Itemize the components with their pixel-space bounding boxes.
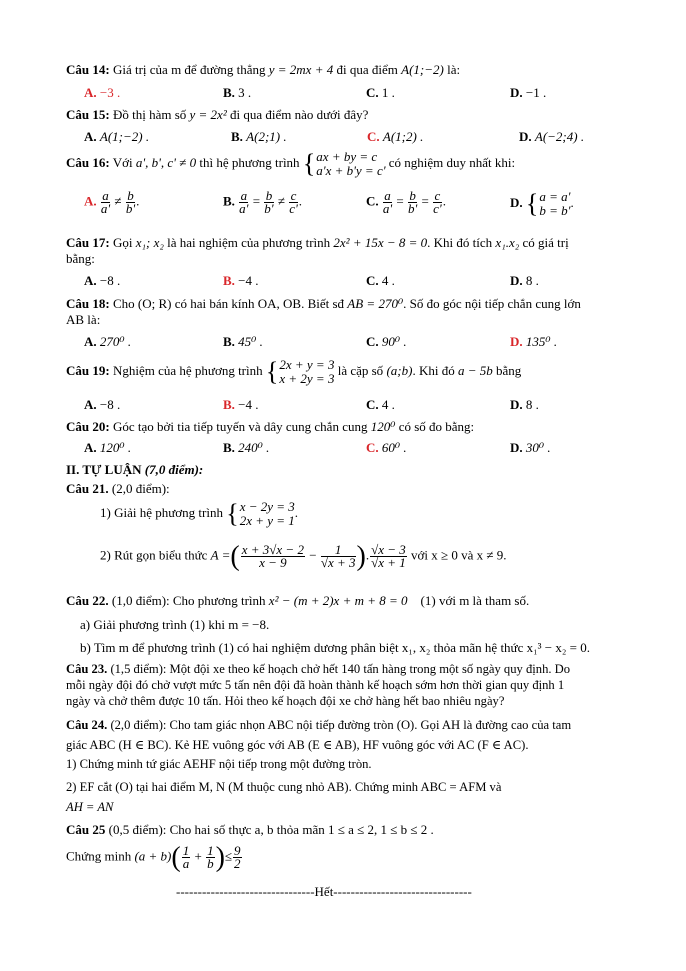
q17-option-d: D. 8 . [510, 273, 539, 288]
q15-option-b: B. A(2;1) . [231, 129, 287, 144]
q18-option-d: D. 135⁰ . [510, 334, 558, 349]
q15-option-c: C. A(1;2) . [367, 129, 424, 144]
q25-line1: Câu 25 (0,5 điểm): Cho hai số thực a, b thỏa mãn 1 ≤ a ≤ 2, 1 ≤ b ≤ 2 . [66, 822, 434, 837]
q21-heading: Câu 21. (2,0 điểm): [66, 481, 170, 496]
q16-stem: Câu 16: Với a', b', c' ≠ 0 thì hệ phương trình {ax + by = c a'x + b'y = c' có nghiệm duy nhất khi: [66, 149, 516, 178]
q17-option-b: B. −4 . [223, 273, 259, 288]
q22-part-b: b) Tìm m để phương trình (1) có hai nghiệm dương phân biệt x₁, x₂ thỏa mãn hệ thức x₁³ − x₂ = 0. [80, 640, 591, 655]
q18-option-a: A. 270⁰ . [84, 334, 132, 349]
q16-option-b: B. $\frac{a}{a'}$ = $\frac{b}{b'}$ ≠ $\frac{c}{c'}$ . [223, 188, 303, 216]
q24-line1: Câu 24. (2,0 điểm): Cho tam giác nhọn ABC nội tiếp đường tròn (O). Gọi AH là đường cao của tam [66, 718, 572, 732]
q19-option-a: A. −8 . [84, 397, 121, 412]
q14-option-d: D. −1 . [510, 85, 547, 100]
q21-part1: 1) Giải hệ phương trình {x − 2y = 3 2x + y = 1. [100, 499, 299, 528]
q24-line2: giác ABC (H ∈ BC). Kẻ HE vuông góc với AB (E ∈ AB), HF vuông góc với AC (F ∈ AC). [66, 738, 529, 752]
q25-line2: Chứng minh (a + b)( $\frac{1}{a}$ + $\frac{1}{b}$ )≤ $\frac{9}{2}$ [66, 842, 241, 873]
q17-stem: Câu 17: Gọi x₁; x₂ là hai nghiệm của phương trình 2x² + 15x − 8 = 0. Khi đó tích x₁.x₂ có giá trị [66, 235, 569, 250]
q23-line1: Câu 23. (1,5 điểm): Một đội xe theo kế hoạch chở hết 140 tấn hàng trong một số ngày quy định. Do [66, 662, 571, 676]
q20-option-a: A. 120⁰ . [84, 440, 132, 455]
q21-part2: 2) Rút gọn biểu thức A =( $\frac{x + 3√x - 2}{x - 9}$ − $\frac{1}{√x + 3}$ ). $\frac{√x - 3}{√x + 1}$ với x ≥ 0 và x ≠ 9. [100, 541, 507, 572]
q14-option-c: C. 1 . [366, 85, 395, 100]
end-separator: --------------------------------Hết-------------------------------- [176, 884, 472, 899]
q18-stem: Câu 18: Cho (O; R) có hai bán kính OA, OB. Biết sđ AB = 270⁰. Số đo góc nội tiếp chắn cung lớn [66, 296, 581, 311]
q24-line5: AH = AN [66, 800, 114, 814]
q24-line3: 1) Chứng minh tứ giác AEHF nội tiếp trong một đường tròn. [66, 757, 372, 771]
q20-option-b: B. 240⁰ . [223, 440, 270, 455]
q14-option-a: A. −3 . [84, 85, 121, 100]
q19-option-c: C. 4 . [366, 397, 395, 412]
q18-option-c: C. 90⁰ . [366, 334, 407, 349]
q23-line2: mỗi ngày đội đó chở vượt mức 5 tấn nên đội đã hoàn thành kế hoạch sớm hơn thời gian quy định 1 [66, 678, 565, 692]
q16-option-d: D. {a = a' b = b'. [510, 189, 574, 218]
q20-option-c: C. 60⁰ . [366, 440, 407, 455]
q14-stem: Câu 14: Giá trị của m để đường thẳng y = 2mx + 4 đi qua điểm A(1;−2) là: [66, 62, 461, 77]
q17-option-c: C. 4 . [366, 273, 395, 288]
q16-option-a: A. $\frac{a}{a'}$ ≠ $\frac{b}{b'}$ . [84, 188, 140, 216]
q17-option-a: A. −8 . [84, 273, 121, 288]
q17-stem-cont: bằng: [66, 251, 95, 266]
q23-line3: ngày và chở thêm được 10 tấn. Hỏi theo kế hoạch đội xe chở hàng hết bao nhiêu ngày? [66, 694, 505, 708]
q19-option-b: B. −4 . [223, 397, 259, 412]
q14-option-b: B. 3 . [223, 85, 252, 100]
q15-stem: Câu 15: Đồ thị hàm số y = 2x² đi qua điểm nào dưới đây? [66, 107, 369, 122]
q24-line4: 2) EF cắt (O) tại hai điểm M, N (M thuộc cung nhỏ AB). Chứng minh ABC = AFM và [66, 780, 502, 794]
q19-stem: Câu 19: Nghiệm của hệ phương trình {2x + y = 3 x + 2y = 3 là cặp số (a;b). Khi đó a − 5b bằng [66, 357, 522, 386]
q18-stem-cont: AB là: [66, 312, 101, 327]
q15-option-d: D. A(−2;4) . [519, 129, 585, 144]
q18-option-b: B. 45⁰ . [223, 334, 263, 349]
part2-heading: II. TỰ LUẬN (7,0 điểm): [66, 462, 204, 477]
q16-option-c: C. $\frac{a}{a'}$ = $\frac{b}{b'}$ = $\frac{c}{c'}$ . [366, 188, 446, 216]
q22-part-a: a) Giải phương trình (1) khi m = −8. [80, 617, 270, 632]
q20-stem: Câu 20: Góc tạo bởi tia tiếp tuyến và dây cung chắn cung 120⁰ có số đo bằng: [66, 419, 475, 434]
q22-stem: Câu 22. (1,0 điểm): Cho phương trình x² − (m + 2)x + m + 8 = 0 (1) với m là tham số. [66, 593, 530, 608]
q20-option-d: D. 30⁰ . [510, 440, 551, 455]
q15-option-a: A. A(1;−2) . [84, 129, 150, 144]
q19-option-d: D. 8 . [510, 397, 539, 412]
